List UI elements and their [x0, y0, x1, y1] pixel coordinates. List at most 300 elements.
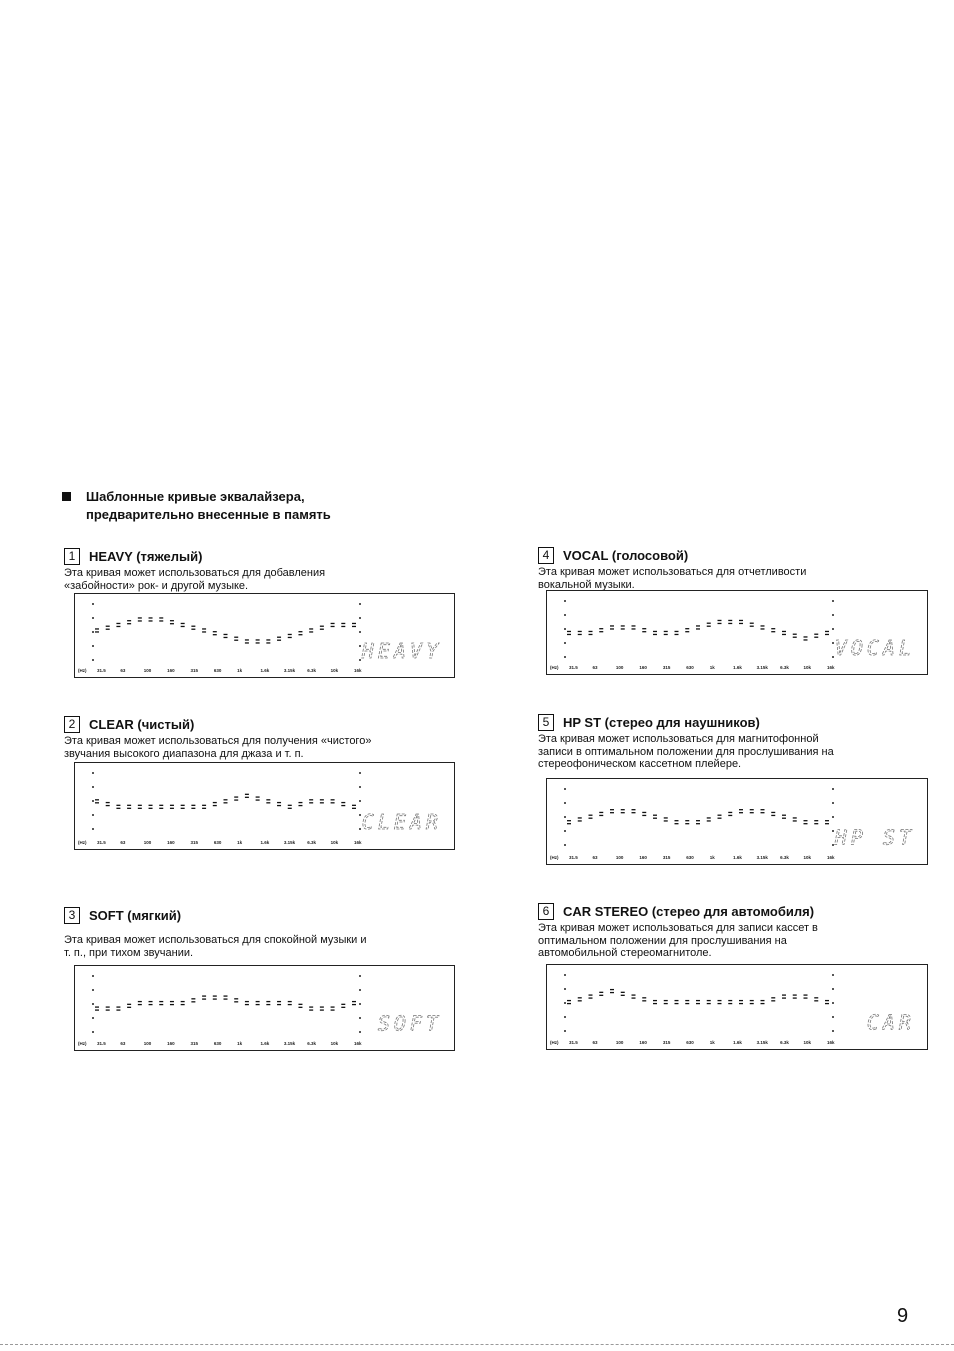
- eq-display-panel: [74, 965, 455, 1051]
- eq-band-mark: [642, 812, 646, 815]
- preset-number-box: 3: [64, 907, 80, 924]
- eq-band-mark: [664, 818, 668, 821]
- scale-dot: [92, 1017, 94, 1019]
- eq-band-mark: [599, 812, 603, 815]
- eq-band-mark: [234, 999, 238, 1002]
- eq-band-mark: [664, 631, 668, 634]
- eq-display-panel: [74, 593, 455, 678]
- scale-dot: [564, 1016, 566, 1018]
- eq-band-mark: [159, 618, 163, 621]
- frequency-label: 10k: [330, 1041, 339, 1046]
- eq-band-mark: [256, 797, 260, 800]
- scale-dot: [564, 1002, 566, 1004]
- frequency-label: 31.5: [569, 855, 578, 860]
- preset-description: [64, 567, 325, 592]
- frequency-label: 31.5: [569, 665, 578, 670]
- scale-dot: [92, 828, 94, 830]
- eq-band-mark: [610, 810, 614, 813]
- eq-band-mark: [116, 623, 120, 626]
- eq-band-mark: [804, 637, 808, 640]
- eq-display-panel: [74, 762, 455, 850]
- eq-band-mark: [191, 626, 195, 629]
- frequency-label: 63: [592, 855, 598, 860]
- frequency-label: 31.5: [569, 1040, 578, 1045]
- segment-display-text: SOFT: [377, 1011, 442, 1036]
- eq-band-mark: [782, 995, 786, 998]
- eq-band-mark: [653, 631, 657, 634]
- eq-band-mark: [352, 805, 356, 808]
- preset-number-box: 6: [538, 903, 554, 920]
- desc-line: Эта кривая может использоваться для получения «чистого»: [64, 735, 372, 747]
- desc-line: Эта кривая может использоваться для записи кассет в: [538, 922, 818, 934]
- frequency-label: 160: [167, 1041, 175, 1046]
- eq-band-mark: [127, 1004, 131, 1007]
- eq-band-mark: [814, 634, 818, 637]
- eq-band-mark: [331, 1007, 335, 1010]
- frequency-label: 100: [143, 1041, 152, 1046]
- frequency-label: 16k: [827, 855, 835, 860]
- preset-name: HP ST (стерео для наушников): [563, 715, 760, 730]
- eq-band-mark: [825, 821, 829, 824]
- eq-band-mark: [309, 1007, 313, 1010]
- preset-name: HEAVY (тяжелый): [89, 549, 203, 564]
- eq-band-mark: [309, 800, 313, 803]
- page-number: 9: [897, 1305, 909, 1327]
- eq-band-mark: [750, 1001, 754, 1004]
- eq-band-mark: [707, 818, 711, 821]
- scale-dot: [832, 802, 834, 804]
- frequency-label: 1.6k: [260, 840, 270, 845]
- frequency-label: 160: [167, 668, 175, 673]
- scale-dot: [359, 828, 361, 830]
- frequency-label: 6.3k: [780, 1040, 789, 1045]
- eq-band-mark: [589, 995, 593, 998]
- frequency-label: 31.5: [97, 668, 106, 673]
- frequency-label: 63: [592, 1040, 598, 1045]
- eq-band-mark: [95, 800, 99, 803]
- eq-band-mark: [771, 998, 775, 1001]
- scale-dot: [832, 642, 834, 644]
- eq-band-mark: [578, 998, 582, 1001]
- eq-band-mark: [793, 634, 797, 637]
- eq-band-mark: [245, 1002, 249, 1005]
- desc-line: т. п., при тихом звучании.: [64, 946, 194, 959]
- eq-band-mark: [298, 803, 302, 806]
- eq-band-mark: [793, 818, 797, 821]
- frequency-label: 1k: [237, 1041, 243, 1046]
- desc-line: Эта кривая может использоваться для магнитофонной: [538, 733, 819, 745]
- scale-dot: [359, 1031, 361, 1033]
- scale-dot: [92, 617, 94, 619]
- eq-band-mark: [95, 629, 99, 632]
- eq-band-mark: [825, 1001, 829, 1004]
- frequency-label: 3.15k: [283, 668, 296, 673]
- eq-band-mark: [277, 803, 281, 806]
- eq-band-mark: [632, 810, 636, 813]
- eq-band-mark: [106, 1007, 110, 1010]
- frequency-label: 100: [143, 668, 152, 673]
- eq-band-mark: [298, 1004, 302, 1007]
- eq-band-mark: [589, 631, 593, 634]
- eq-band-mark: [599, 992, 603, 995]
- frequency-label: 630: [686, 855, 694, 860]
- frequency-label: (Hz): [78, 840, 87, 845]
- desc-line: Эта кривая может использоваться для добавления: [64, 567, 326, 579]
- scale-dot: [564, 1030, 566, 1032]
- segment-display-text: CLEAR: [361, 810, 442, 835]
- scale-dot: [359, 800, 361, 802]
- eq-band-mark: [245, 640, 249, 643]
- preset-description: [538, 733, 834, 771]
- frequency-label: 1.6k: [260, 1041, 270, 1046]
- eq-band-mark: [825, 631, 829, 634]
- scale-dot: [92, 645, 94, 647]
- eq-band-mark: [610, 626, 614, 629]
- scale-dot: [564, 628, 566, 630]
- eq-band-mark: [696, 626, 700, 629]
- preset-title: [64, 548, 202, 566]
- scale-dot: [92, 975, 94, 977]
- frequency-label: 63: [592, 665, 598, 670]
- frequency-label: 315: [662, 855, 671, 860]
- heading-line-1: Шаблонные кривые эквалайзера,: [86, 489, 305, 504]
- scale-dot: [832, 830, 834, 832]
- frequency-label: 6.3k: [307, 840, 317, 845]
- eq-curve-graphic: [75, 763, 454, 849]
- frequency-label: 31.5: [97, 1041, 106, 1046]
- eq-band-mark: [761, 810, 765, 813]
- frequency-label: 3.15k: [756, 855, 768, 860]
- eq-band-mark: [331, 800, 335, 803]
- scale-dot: [92, 1003, 94, 1005]
- eq-display-panel: [546, 778, 928, 865]
- eq-band-mark: [653, 815, 657, 818]
- eq-band-mark: [718, 1001, 722, 1004]
- eq-band-mark: [245, 794, 249, 797]
- frequency-label: 63: [120, 1041, 126, 1046]
- eq-band-mark: [277, 637, 281, 640]
- scale-dot: [92, 659, 94, 661]
- frequency-label: 1k: [709, 1040, 715, 1045]
- eq-band-mark: [718, 815, 722, 818]
- frequency-label: 16k: [827, 665, 835, 670]
- scale-dot: [832, 988, 834, 990]
- scale-dot: [359, 659, 361, 661]
- scale-dot: [359, 631, 361, 633]
- eq-curve-graphic: [75, 594, 454, 677]
- frequency-label: 160: [167, 840, 175, 845]
- eq-band-mark: [589, 815, 593, 818]
- preset-description: [64, 934, 367, 959]
- eq-band-mark: [782, 631, 786, 634]
- frequency-label: 3.15k: [283, 1041, 296, 1046]
- eq-band-mark: [149, 618, 153, 621]
- eq-band-mark: [288, 1002, 292, 1005]
- eq-band-mark: [728, 620, 732, 623]
- preset-description: [538, 566, 806, 591]
- eq-band-mark: [341, 803, 345, 806]
- scale-dot: [564, 974, 566, 976]
- eq-band-mark: [707, 623, 711, 626]
- scale-dot: [564, 844, 566, 846]
- desc-line: записи в оптимальном положении для прослушивания на: [538, 745, 834, 758]
- heading-line-2: предварительно внесенные в память: [86, 507, 331, 522]
- eq-band-mark: [718, 620, 722, 623]
- eq-band-mark: [266, 1002, 270, 1005]
- scale-dot: [92, 989, 94, 991]
- frequency-label: 315: [190, 840, 198, 845]
- preset-number-box: 2: [64, 716, 80, 733]
- eq-band-mark: [320, 800, 324, 803]
- eq-band-mark: [793, 995, 797, 998]
- eq-band-mark: [288, 805, 292, 808]
- frequency-label: 315: [662, 665, 671, 670]
- eq-band-mark: [149, 805, 153, 808]
- eq-band-mark: [127, 805, 131, 808]
- eq-band-mark: [621, 810, 625, 813]
- scale-dot: [359, 1017, 361, 1019]
- frequency-label: 1.6k: [733, 665, 742, 670]
- eq-band-mark: [213, 803, 217, 806]
- eq-band-mark: [675, 1001, 679, 1004]
- frequency-label: 1.6k: [733, 1040, 742, 1045]
- eq-band-mark: [352, 1002, 356, 1005]
- scale-dot: [359, 617, 361, 619]
- scale-dot: [92, 814, 94, 816]
- eq-band-mark: [632, 626, 636, 629]
- eq-band-mark: [610, 990, 614, 993]
- scale-dot: [92, 603, 94, 605]
- eq-band-mark: [170, 805, 174, 808]
- scale-dot: [359, 645, 361, 647]
- eq-band-mark: [771, 812, 775, 815]
- eq-band-mark: [664, 1001, 668, 1004]
- frequency-label: 1.6k: [260, 668, 270, 673]
- eq-band-mark: [106, 626, 110, 629]
- scale-dot: [564, 656, 566, 658]
- eq-band-mark: [567, 631, 571, 634]
- preset-name: CLEAR (чистый): [89, 717, 195, 732]
- scale-dot: [832, 788, 834, 790]
- eq-band-mark: [234, 637, 238, 640]
- scale-dot: [564, 600, 566, 602]
- eq-band-mark: [288, 634, 292, 637]
- scale-dot: [832, 656, 834, 658]
- eq-band-mark: [739, 1001, 743, 1004]
- frequency-label: 6.3k: [780, 855, 789, 860]
- eq-band-mark: [341, 623, 345, 626]
- segment-display-text: VOCAL: [834, 635, 915, 660]
- segment-display-text: HEAVY: [361, 638, 442, 663]
- frequency-label: 10k: [803, 855, 812, 860]
- scale-dot: [92, 1031, 94, 1033]
- eq-curve-graphic: [75, 966, 454, 1050]
- eq-band-mark: [804, 821, 808, 824]
- eq-curve-graphic: [547, 779, 927, 864]
- preset-name: CAR STEREO (стерео для автомобиля): [563, 904, 815, 919]
- desc-line: звучания высокого диапазона для джаза и т. п.: [64, 747, 304, 760]
- desc-line: «забойности» рок- и другой музыке.: [64, 579, 249, 592]
- frequency-label: 16k: [354, 1041, 362, 1046]
- scale-dot: [564, 830, 566, 832]
- eq-band-mark: [685, 1001, 689, 1004]
- scale-dot: [92, 631, 94, 633]
- eq-band-mark: [675, 821, 679, 824]
- preset-number-box: 5: [538, 714, 554, 731]
- eq-band-mark: [696, 1001, 700, 1004]
- frequency-label: 31.5: [97, 840, 106, 845]
- frequency-label: 630: [686, 1040, 694, 1045]
- desc-line: вокальной музыки.: [538, 578, 635, 591]
- eq-band-mark: [320, 1007, 324, 1010]
- eq-band-mark: [202, 629, 206, 632]
- scale-dot: [832, 974, 834, 976]
- desc-line: автомобильной стереомагнитоле.: [538, 947, 712, 959]
- eq-band-mark: [127, 621, 131, 624]
- eq-band-mark: [341, 1004, 345, 1007]
- eq-band-mark: [653, 1001, 657, 1004]
- scale-dot: [359, 1003, 361, 1005]
- preset-title: [538, 903, 814, 921]
- frequency-label: 10k: [803, 665, 812, 670]
- eq-band-mark: [298, 632, 302, 635]
- eq-band-mark: [567, 821, 571, 824]
- eq-band-mark: [814, 821, 818, 824]
- frequency-label: 315: [190, 668, 198, 673]
- frequency-label: 10k: [803, 1040, 812, 1045]
- eq-band-mark: [578, 631, 582, 634]
- frequency-label: (Hz): [78, 1041, 87, 1046]
- eq-band-mark: [728, 1001, 732, 1004]
- eq-band-mark: [739, 620, 743, 623]
- eq-band-mark: [170, 621, 174, 624]
- scale-dot: [832, 628, 834, 630]
- eq-band-mark: [138, 1002, 142, 1005]
- eq-band-mark: [739, 810, 743, 813]
- frequency-label: 16k: [354, 840, 362, 845]
- eq-display-panel: [546, 590, 928, 675]
- eq-band-mark: [761, 1001, 765, 1004]
- scale-dot: [564, 642, 566, 644]
- frequency-label: 630: [213, 668, 222, 673]
- eq-display-panel: [546, 964, 928, 1050]
- eq-band-mark: [696, 821, 700, 824]
- scale-dot: [832, 816, 834, 818]
- eq-band-mark: [782, 815, 786, 818]
- eq-band-mark: [621, 626, 625, 629]
- scale-dot: [92, 772, 94, 774]
- frequency-label: 1k: [237, 840, 243, 845]
- frequency-label: (Hz): [550, 1040, 559, 1045]
- desc-line: Эта кривая может использоваться для отчетливости: [538, 566, 807, 578]
- frequency-label: 630: [686, 665, 694, 670]
- frequency-label: 630: [213, 1041, 222, 1046]
- segment-display-text: HP ST: [834, 825, 915, 850]
- eq-band-mark: [578, 818, 582, 821]
- scale-dot: [92, 786, 94, 788]
- frequency-label: 3.15k: [756, 1040, 768, 1045]
- desc-line: стереофоническом кассетном плейере.: [538, 758, 742, 770]
- frequency-label: 10k: [330, 840, 339, 845]
- eq-band-mark: [202, 996, 206, 999]
- eq-band-mark: [750, 810, 754, 813]
- eq-band-mark: [234, 797, 238, 800]
- eq-band-mark: [116, 1007, 120, 1010]
- preset-title: [64, 716, 194, 734]
- scale-dot: [92, 800, 94, 802]
- frequency-label: 160: [639, 1040, 647, 1045]
- eq-band-mark: [170, 1002, 174, 1005]
- eq-band-mark: [771, 629, 775, 632]
- frequency-label: 3.15k: [283, 840, 296, 845]
- frequency-label: 16k: [827, 1040, 835, 1045]
- scale-dot: [832, 614, 834, 616]
- scale-dot: [359, 603, 361, 605]
- frequency-label: 1k: [709, 855, 715, 860]
- eq-band-mark: [106, 803, 110, 806]
- scale-dot: [359, 814, 361, 816]
- frequency-label: 100: [615, 855, 624, 860]
- eq-band-mark: [750, 623, 754, 626]
- segment-display-text: CAR: [866, 1010, 915, 1035]
- eq-band-mark: [761, 626, 765, 629]
- square-bullet-icon: [62, 492, 71, 501]
- eq-band-mark: [632, 995, 636, 998]
- eq-band-mark: [707, 1001, 711, 1004]
- eq-band-mark: [814, 998, 818, 1001]
- eq-band-mark: [675, 631, 679, 634]
- preset-title: [538, 714, 760, 732]
- footer-rule: [0, 1344, 954, 1345]
- eq-curve-graphic: [547, 591, 927, 674]
- frequency-label: 315: [662, 1040, 671, 1045]
- desc-line: оптимальном положении для прослушивания на: [538, 934, 787, 947]
- frequency-label: 6.3k: [780, 665, 789, 670]
- preset-number-box: 4: [538, 547, 554, 564]
- eq-band-mark: [621, 992, 625, 995]
- eq-band-mark: [213, 996, 217, 999]
- eq-band-mark: [320, 626, 324, 629]
- frequency-label: (Hz): [78, 668, 87, 673]
- eq-band-mark: [331, 623, 335, 626]
- scale-dot: [359, 989, 361, 991]
- eq-band-mark: [642, 629, 646, 632]
- scale-dot: [564, 788, 566, 790]
- eq-band-mark: [181, 623, 185, 626]
- scale-dot: [832, 1002, 834, 1004]
- eq-band-mark: [567, 1001, 571, 1004]
- eq-band-mark: [202, 805, 206, 808]
- scale-dot: [359, 772, 361, 774]
- scale-dot: [359, 975, 361, 977]
- scale-dot: [832, 1030, 834, 1032]
- eq-band-mark: [277, 1002, 281, 1005]
- frequency-label: 1.6k: [733, 855, 742, 860]
- frequency-label: 315: [190, 1041, 198, 1046]
- section-heading: [62, 488, 482, 524]
- eq-band-mark: [599, 629, 603, 632]
- frequency-label: (Hz): [550, 855, 559, 860]
- frequency-label: 630: [213, 840, 222, 845]
- preset-description: [538, 922, 818, 960]
- desc-line: Эта кривая может использоваться для спокойной музыки и: [64, 934, 367, 946]
- eq-curve-graphic: [547, 965, 927, 1049]
- eq-band-mark: [213, 632, 217, 635]
- preset-name: VOCAL (голосовой): [563, 548, 689, 563]
- eq-band-mark: [728, 812, 732, 815]
- eq-band-mark: [95, 1007, 99, 1010]
- scale-dot: [564, 988, 566, 990]
